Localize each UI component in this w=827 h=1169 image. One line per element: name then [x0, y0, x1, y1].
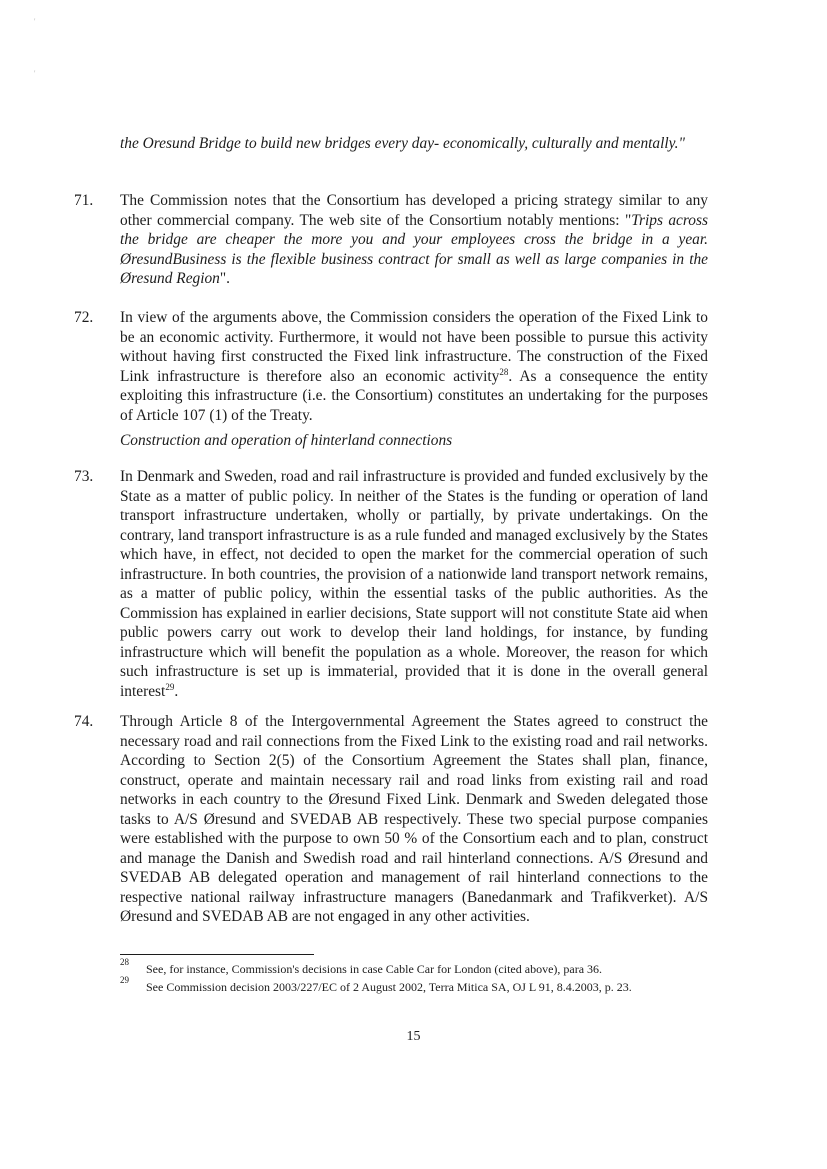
page-number: 15: [406, 1029, 421, 1044]
paragraph-71-quote: Trips across the bridge are cheaper the more you and your employees cross the bridge in a year. ØresundBusiness is the flexible business contract for small as well as large companies in the Øresund Region: [120, 211, 708, 287]
footnote-separator: [120, 954, 314, 955]
margin-mark: ': [34, 17, 36, 26]
footnote-ref-28: 28: [499, 366, 509, 377]
paragraph-number-74: 74.: [74, 713, 94, 730]
paragraph-71-text: The Commission notes that the Consortium has developed a pricing strategy similar to any other commercial company. The web site of the Consortium notably mentions: ": [120, 192, 708, 229]
paragraph-70-continuation: the Oresund Bridge to build new bridges every day- economically, culturally and mentally.": [120, 135, 685, 152]
footnote-text: See Commission decision 2003/227/EC of 2 August 2002, Terra Mitica SA, OJ L 91, 8.4.2003, p. 23.: [146, 980, 632, 994]
footnote-ref-29: 29: [165, 681, 175, 692]
paragraph-71: [120, 191, 708, 289]
paragraph-number-71: 71.: [74, 192, 94, 209]
margin-mark: ': [34, 69, 36, 78]
footnote-number: 29: [120, 975, 129, 985]
paragraph-72-text-end: . As a consequence the entity exploiting this infrastructure (i.e. the Consortium) constitutes an undertaking for the purposes of Article 107 (1) of the Treaty.: [120, 367, 708, 424]
section-heading: Construction and operation of hinterland connections: [120, 432, 453, 449]
footnote-text: See, for instance, Commission's decisions in case Cable Car for London (cited above), para 36.: [146, 962, 603, 976]
paragraph-72-text: In view of the arguments above, the Commission considers the operation of the Fixed Link to be an economic activity. Furthermore, it would not have been possible to pursue this activity without having first constructed the Fixed link infrastructure. The construction of the Fixed Link infrastructure is therefore also an economic activity: [120, 309, 708, 385]
paragraph-73: [120, 467, 708, 701]
paragraph-number-73: 73.: [74, 468, 94, 485]
paragraph-72: [120, 308, 708, 425]
footnote-number: 28: [120, 957, 129, 967]
paragraph-71-quote-end: ".: [219, 270, 231, 287]
paragraph-73-text: In Denmark and Sweden, road and rail infrastructure is provided and funded exclusively by the State as a matter of public policy. In neither of the States is the funding or operation of land transport infrastructure undertaken, wholly or partially, by private undertakings. On the contrary, land transport infrastructure is as a rule funded and managed exclusively by the States which have, in effect, not decided to open the market for the commercial operation of such infrastructure. In both countries, the provision of a nationwide land transport network remains, as a matter of public policy, within the essential tasks of the public authorities. As the Commission has explained in earlier decisions, State support will not constitute State aid when public powers carry out work to develop their land holdings, for instance, by funding infrastructure which will benefit the population as a whole. Moreover, the reason for which such infrastructure is set up is immaterial, provided that it is done in the overall general interest: [120, 468, 708, 700]
paragraph-number-72: 72.: [74, 309, 94, 326]
paragraph-73-text-end: .: [174, 682, 179, 700]
paragraph-74: Through Article 8 of the Intergovernmental Agreement the States agreed to construct the necessary road and rail connections from the Fixed Link to the existing road and rail networks. According to Section 2(5) of the Consortium Agreement the States shall plan, finance, construct, operate and maintain necessary rail and road links from existing rail and road networks in each country to the Øresund Fixed Link. Denmark and Sweden delegated those tasks to A/S Øresund and SVEDAB AB respectively. These two special purpose companies were established with the purpose to own 50 % of the Consortium each and to plan, construct and manage the Danish and Swedish road and rail hinterland connections. A/S Øresund and SVEDAB AB delegated operation and management of rail hinterland connections to the respective national railway infrastructure managers (Banedanmark and Trafikverket). A/S Øresund and SVEDAB AB are not engaged in any other activities.: [120, 713, 708, 925]
